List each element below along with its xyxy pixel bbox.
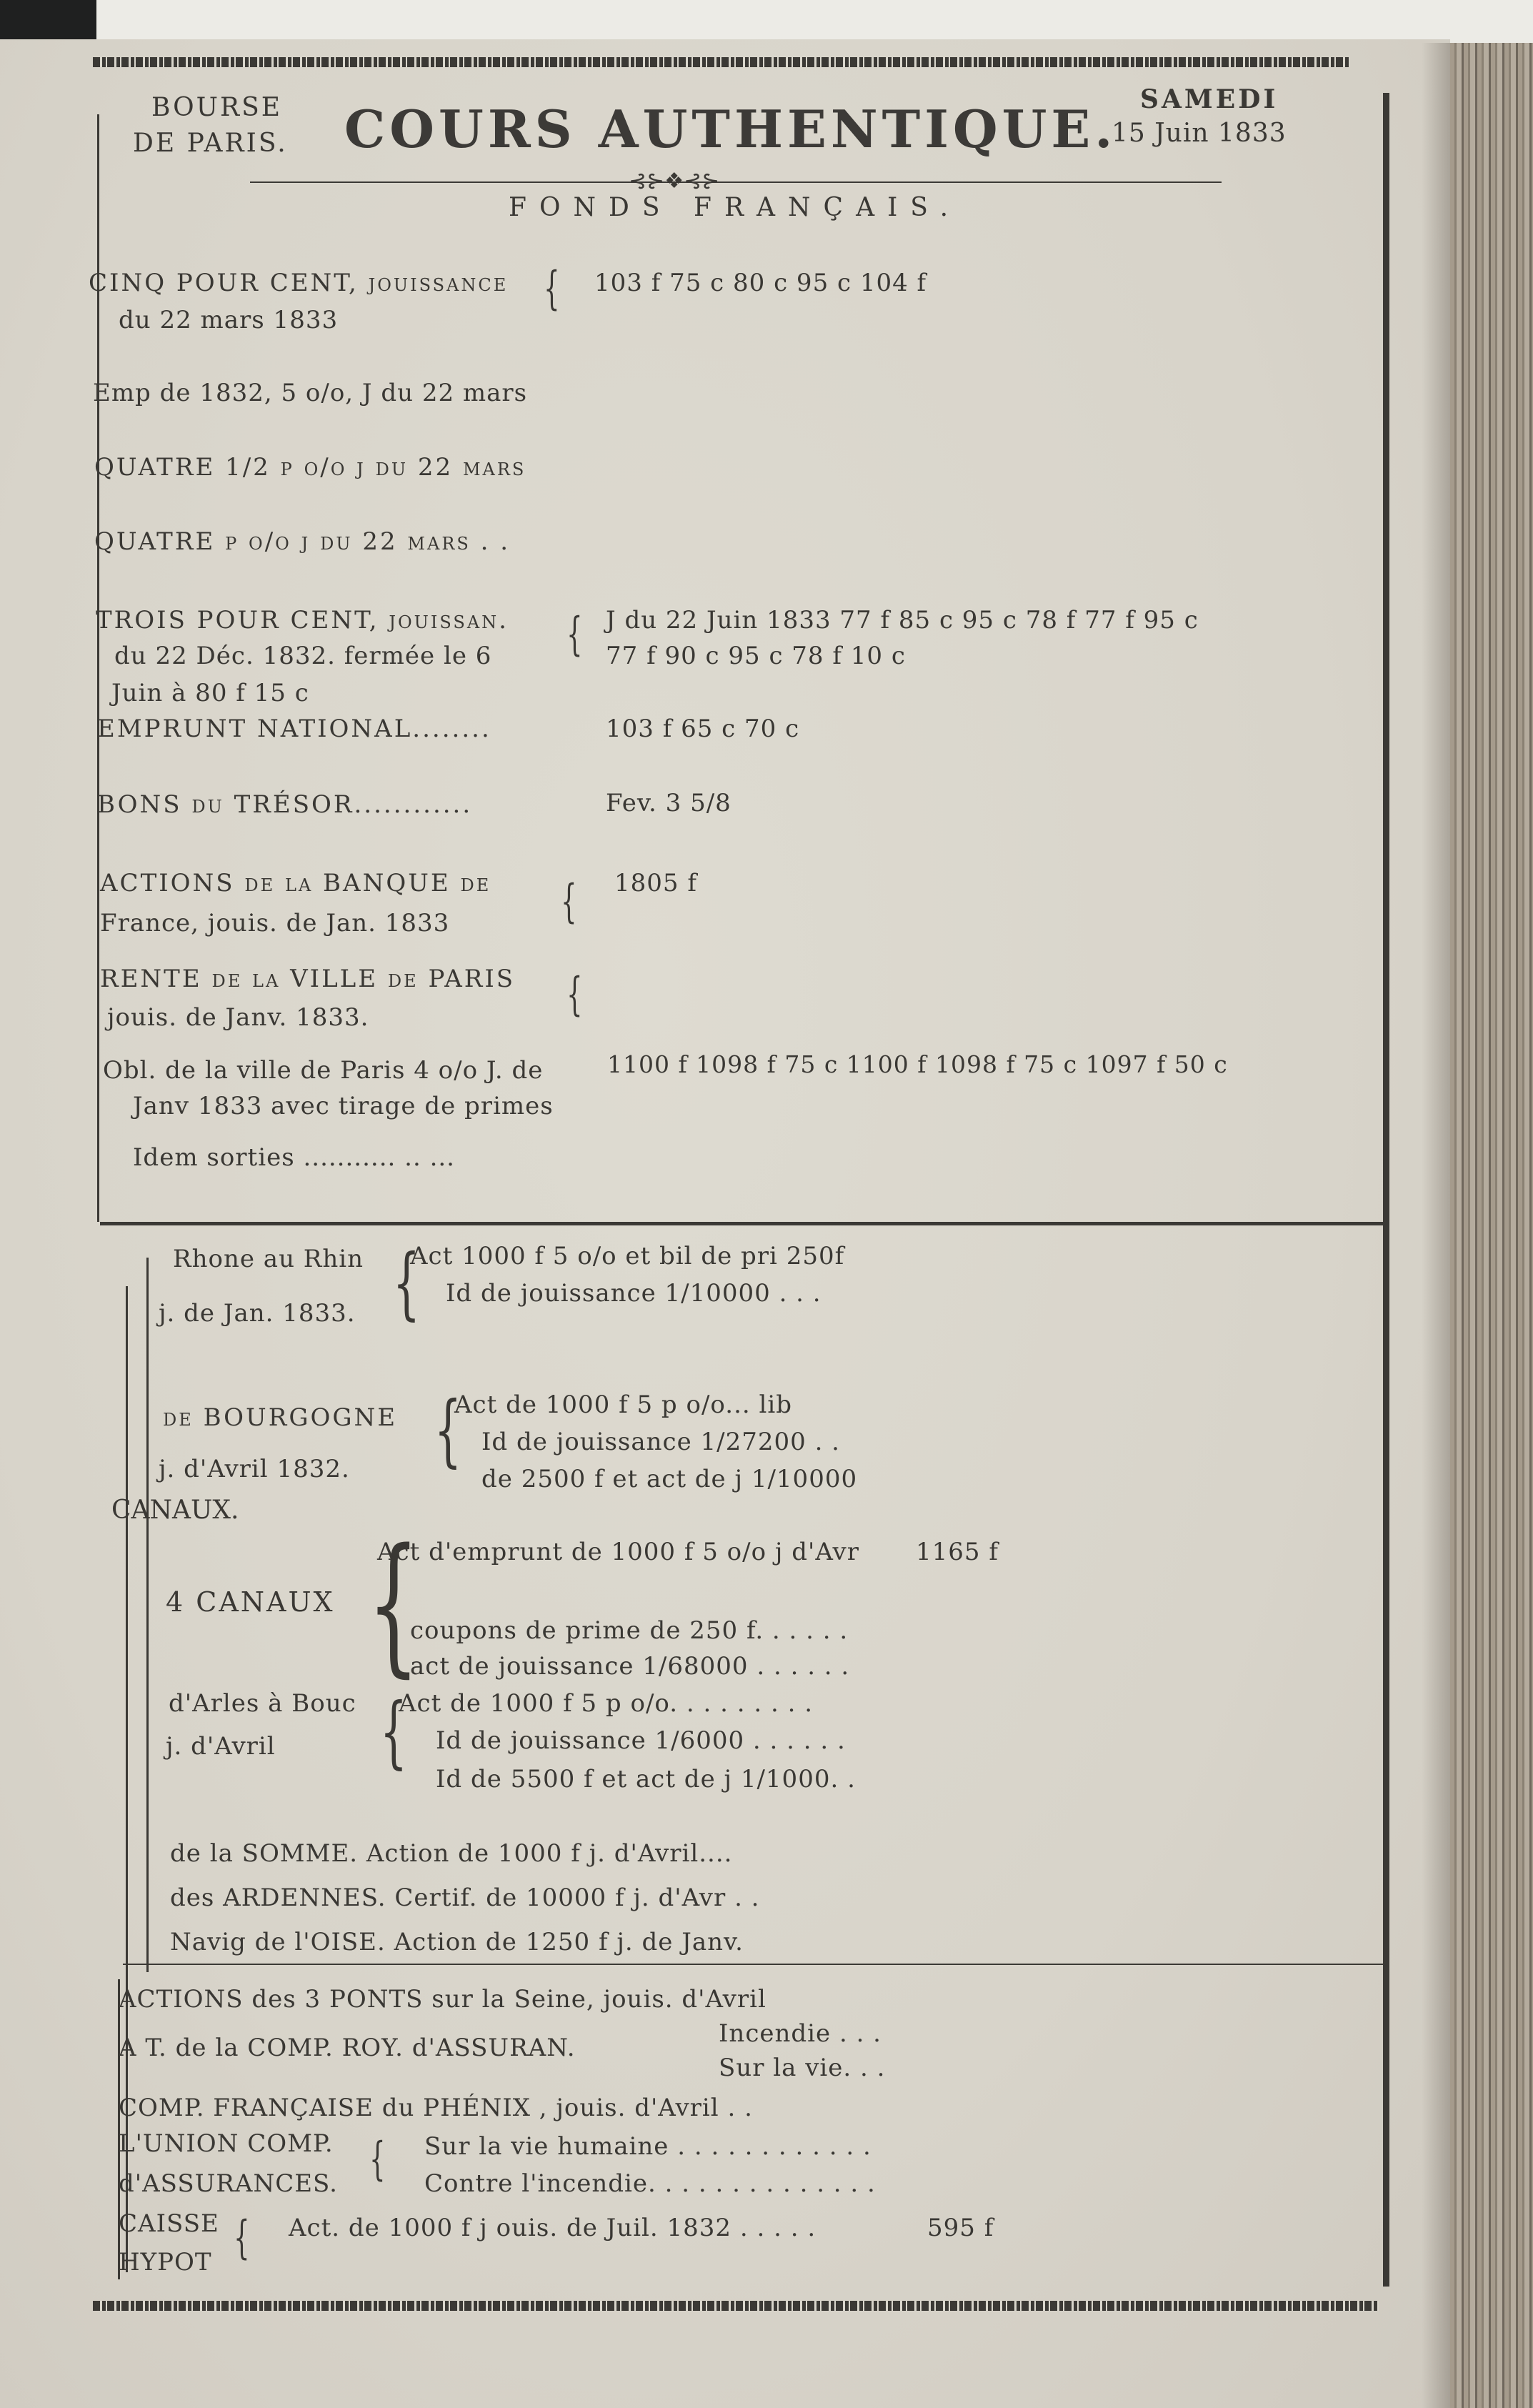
canal-row: des ARDENNES. Certif. de 10000 f j. d'Avr . . [170,1884,760,1912]
canal-jouis: j. de Jan. 1833. [159,1299,356,1328]
row-label: Emp de 1832, 5 o/o, J du 22 mars [93,379,528,407]
row-label: RENTE de la VILLE de PARIS [100,965,516,993]
canal-action: act de jouissance 1/68000 . . . . . . [410,1652,850,1681]
row-label: QUATRE 1/2 p o/o j du 22 mars [94,453,526,482]
row-value: Fev. 3 5/8 [606,789,731,817]
canal-row: de la SOMME. Action de 1000 f j. d'Avril.... [170,1839,733,1868]
row-value: 77 f 90 c 95 c 78 f 10 c [606,642,906,670]
row-label: France, jouis. de Jan. 1833 [100,909,450,937]
row-label: du 22 Déc. 1832. fermée le 6 [114,642,492,670]
day-label: SAMEDI [1140,84,1279,114]
canal-action: Act de 1000 f 5 p o/o. . . . . . . . . [399,1689,814,1718]
bottom-border [93,2301,1379,2311]
action-row: A T. de la COMP. ROY. d'ASSURAN. [119,2034,576,2062]
row-label: Idem sorties ........... .. ... [133,1143,455,1172]
row-label: QUATRE p o/o j du 22 mars . . [94,527,511,556]
row-label: EMPRUNT NATIONAL........ [97,715,491,743]
canal-jouis: j. d'Avril 1832. [159,1455,350,1483]
canal-name: 4 CANAUX [166,1586,335,1618]
action-row: CAISSE [119,2209,219,2238]
section-heading: FONDS FRANÇAIS. [509,193,962,222]
canal-value: 1165 f [916,1538,999,1566]
action-row: HYPOT [119,2248,212,2277]
canal-action: Act 1000 f 5 o/o et bil de pri 250f [410,1242,845,1270]
action-sub: Contre l'incendie. . . . . . . . . . . . . . [424,2169,876,2198]
row-label: CINQ POUR CENT, jouissance [89,269,509,297]
brace-icon: { [566,608,583,661]
canaux-left-border [126,1286,128,2272]
brace-icon: { [369,2133,386,2186]
brace-icon: { [561,875,577,928]
brace-icon: { [392,1237,421,1328]
canal-action: Id de jouissance 1/27200 . . [481,1428,840,1456]
action-sub: Act. de 1000 f j ouis. de Juil. 1832 . . . . . [289,2214,817,2242]
brace-icon: { [367,1516,420,1691]
canaux-inner-border [146,1258,149,1972]
canal-name: Rhone au Rhin [173,1245,364,1273]
row-value: 1805 f [614,869,697,897]
brace-icon: { [434,1384,462,1476]
action-sub: Sur la vie. . . [719,2054,886,2082]
scan-top-strip [0,0,1533,44]
action-sub: Incendie . . . [719,2019,882,2048]
row-label: du 22 mars 1833 [119,306,339,334]
row-value: 103 f 75 c 80 c 95 c 104 f [594,269,927,297]
canal-action: Id de 5500 f et act de j 1/1000. . [436,1765,856,1793]
action-row: ACTIONS des 3 PONTS sur la Seine, jouis. d'Avril [119,1985,766,2014]
canal-action: Act de 1000 f 5 p o/o... lib [454,1390,793,1419]
brace-icon: { [379,1686,408,1777]
ornament-icon: ⊰⊱❖⊰⊱ [629,169,720,194]
row-label: BONS du TRÉSOR............ [97,790,473,819]
canal-action: de 2500 f et act de j 1/10000 [481,1465,858,1493]
canal-name: d'Arles à Bouc [169,1689,356,1718]
section-divider [123,1964,1383,1965]
action-value: 595 f [927,2214,994,2242]
row-value: J du 22 Juin 1833 77 f 85 c 95 c 78 f 77 f 95 c [606,606,1199,635]
row-label: Juin à 80 f 15 c [111,679,309,707]
canaux-label-text: CANAUX. [111,1496,239,1525]
ornament-rule [250,181,1222,183]
canal-row: Navig de l'OISE. Action de 1250 f j. de Janv. [170,1928,744,1956]
canal-action: coupons de prime de 250 f. . . . . . [410,1616,849,1645]
canal-name: de BOURGOGNE [163,1403,398,1432]
canal-jouis: j. d'Avril [166,1732,276,1761]
brace-icon: { [544,262,560,315]
page-title: COURS AUTHENTIQUE. [344,99,1117,159]
row-label: ACTIONS de la BANQUE de [100,869,491,897]
top-border [93,57,1350,67]
canal-action: Id de jouissance 1/10000 . . . [446,1279,822,1308]
action-row: COMP. FRANÇAISE du PHÉNIX , jouis. d'Avril . . [119,2094,753,2122]
brace-icon: { [566,968,583,1021]
date-label: 15 Juin 1833 [1112,119,1287,148]
row-label: Obl. de la ville de Paris 4 o/o J. de [103,1056,544,1085]
right-border [1383,93,1389,2287]
action-sub: Sur la vie humaine . . . . . . . . . . . . [424,2132,872,2161]
canal-action: Act d'emprunt de 1000 f 5 o/o j d'Avr [377,1538,859,1566]
row-label: TROIS POUR CENT, jouissan. [96,606,509,635]
page-edges [1450,43,1533,2408]
row-value: 103 f 65 c 70 c [606,715,800,743]
row-label: jouis. de Janv. 1833. [107,1003,369,1032]
action-row: d'ASSURANCES. [119,2169,338,2198]
row-value: 1100 f 1098 f 75 c 1100 f 1098 f 75 c 1097 f 50 c [607,1050,1228,1078]
canal-action: Id de jouissance 1/6000 . . . . . . [436,1726,846,1755]
section-divider [100,1222,1383,1225]
brace-icon: { [234,2212,250,2264]
row-label: Janv 1833 avec tirage de primes [133,1092,554,1120]
canaux-vertical-label [111,1490,239,1531]
bourse-label: BOURSE [151,93,283,122]
action-row: L'UNION COMP. [119,2129,334,2158]
de-paris-label: DE PARIS. [133,129,288,158]
